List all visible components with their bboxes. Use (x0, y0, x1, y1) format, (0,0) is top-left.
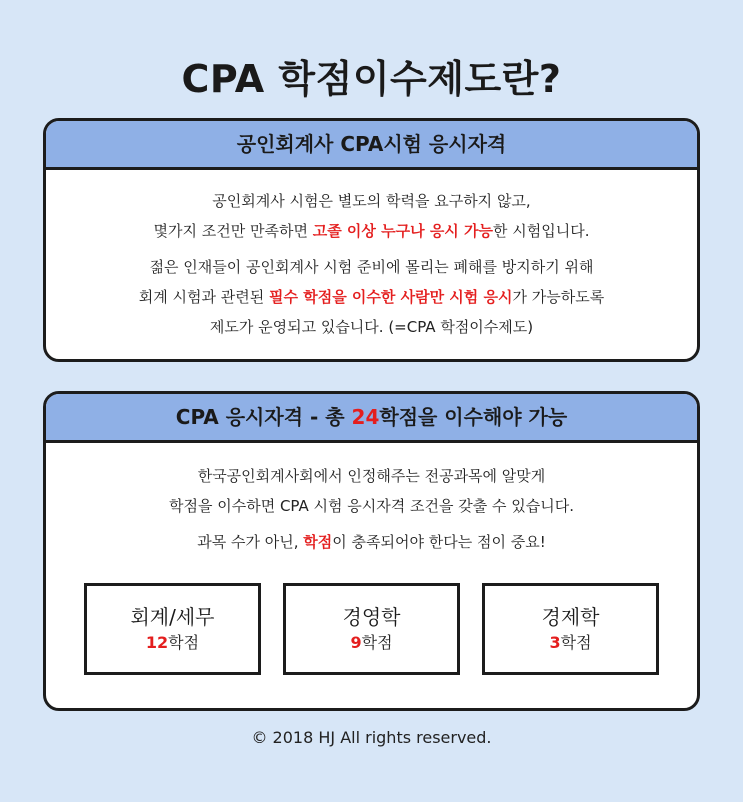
subject-credit (549, 631, 591, 655)
subject-credit (146, 631, 199, 655)
credit-number: 12 (145, 633, 169, 652)
subject-name: 경제학 (541, 605, 600, 629)
text-segment: 몇가지 조건만 만족하면 (153, 222, 313, 240)
text-segment: 가 가능하도록 (512, 288, 605, 306)
credit-unit: 학점 (168, 633, 200, 652)
header-text: CPA 응시자격 - 총 (175, 405, 352, 429)
highlight-text: 학점 (303, 533, 333, 551)
copyright-footer: © 2018 HJ All rights reserved. (251, 728, 492, 747)
highlight-text: 필수 학점을 이수한 사람만 시험 응시 (269, 288, 513, 306)
highlight-text: 고졸 이상 누구나 응시 가능 (312, 222, 493, 240)
text-line: 젊은 인재들이 공인회계사 시험 준비에 몰리는 폐해를 방지하기 위해 (149, 258, 594, 276)
eligibility-card-header: 공인회계사 CPA시험 응시자격 (46, 121, 697, 170)
text-line (46, 527, 697, 557)
text-segment: 이 충족되어야 한다는 점이 중요! (332, 533, 546, 551)
eligibility-card (43, 118, 700, 362)
text-segment: 회계 시험과 관련된 (138, 288, 270, 306)
credit-requirement-card-body (46, 443, 697, 675)
credit-number: 9 (350, 633, 362, 652)
subject-name: 경영학 (342, 605, 401, 629)
credit-unit: 학점 (361, 633, 393, 652)
text-line: 공인회계사 시험은 별도의 학력을 요구하지 않고, (212, 192, 531, 210)
subject-boxes (46, 583, 697, 675)
page-title: CPA 학점이수제도란? (181, 57, 562, 101)
credit-paragraph-2 (46, 527, 697, 557)
text-line: 학점을 이수하면 CPA 시험 응시자격 조건을 갖출 수 있습니다. (168, 497, 574, 515)
eligibility-paragraph-2 (46, 252, 697, 342)
text-line: 제도가 운영되고 있습니다. (=CPA 학점이수제도) (209, 318, 534, 336)
eligibility-card-body (46, 170, 697, 342)
text-segment: 과목 수가 아닌, (197, 533, 304, 551)
eligibility-paragraph-1 (46, 186, 697, 246)
credit-number: 3 (549, 633, 561, 652)
subject-box-business (283, 583, 460, 675)
credit-unit: 학점 (560, 633, 592, 652)
subject-credit (350, 631, 392, 655)
credit-requirement-card-header (46, 394, 697, 443)
text-line: 한국공인회계사회에서 인정해주는 전공과목에 알맞게 (197, 467, 546, 485)
subject-box-economics (482, 583, 659, 675)
text-segment: 한 시험입니다. (493, 222, 590, 240)
header-text: 학점을 이수해야 가능 (379, 405, 568, 429)
credit-paragraph-1 (46, 461, 697, 521)
subject-box-accounting-tax (84, 583, 261, 675)
credit-requirement-card (43, 391, 700, 711)
credit-total: 24 (351, 405, 380, 429)
subject-name: 회계/세무 (130, 605, 215, 629)
text-line (46, 216, 697, 246)
text-line (46, 282, 697, 312)
